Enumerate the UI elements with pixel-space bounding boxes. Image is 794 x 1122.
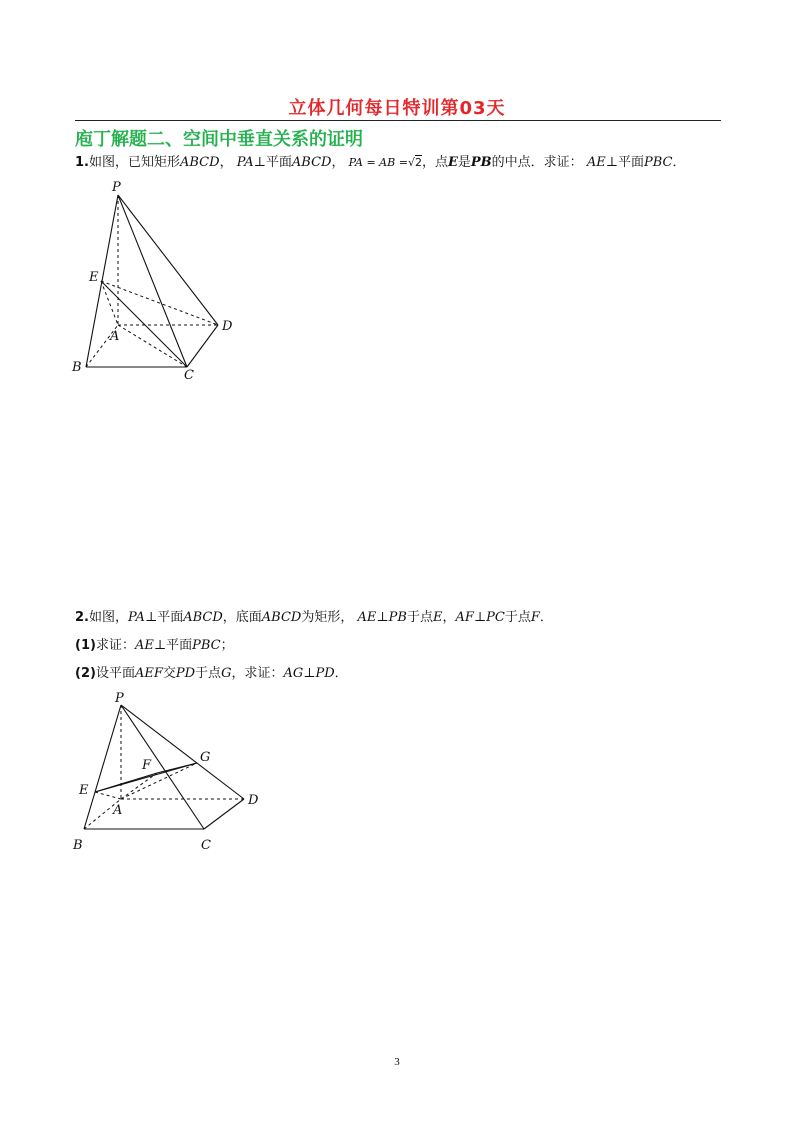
p1-math: ABCD xyxy=(180,155,220,170)
edge-ef xyxy=(95,773,157,792)
p1-equation: PA = AB = xyxy=(348,156,408,169)
p2-text: 平面 xyxy=(157,610,184,625)
p2-math: PD xyxy=(315,666,335,681)
label-a: A xyxy=(110,329,120,344)
problem-2-statement xyxy=(75,609,553,627)
perp-symbol: ⊥ xyxy=(376,610,389,625)
p1-math: PBC xyxy=(643,155,673,170)
p2-math: G xyxy=(221,666,232,681)
edge-ec xyxy=(101,281,187,367)
p2-math: E xyxy=(432,610,443,625)
edge-pc xyxy=(118,195,187,367)
problem-1-statement xyxy=(75,154,685,172)
p2-text: ，求证： xyxy=(231,666,284,681)
p1-text: 如图，已知矩形 xyxy=(88,155,180,170)
edge-ea-hidden xyxy=(101,281,118,325)
label-p: P xyxy=(115,691,124,706)
perp-symbol: ⊥ xyxy=(605,155,618,170)
p2-text: 求证： xyxy=(95,638,135,653)
edge-pc xyxy=(121,705,204,829)
problem-2-number: 2. xyxy=(75,610,89,625)
p2-text: ． xyxy=(539,610,553,625)
label-f: F xyxy=(142,758,152,773)
label-c: C xyxy=(184,368,194,383)
perp-symbol: ⊥ xyxy=(144,610,158,625)
p1-text: ． xyxy=(672,155,686,170)
p2-text: 于点 xyxy=(195,666,222,681)
p1-text: 平面 xyxy=(265,155,292,170)
label-b: B xyxy=(72,360,82,375)
p2-text: ． xyxy=(334,666,348,681)
p2-text: 平面 xyxy=(166,638,193,653)
p1-math: ABCD xyxy=(291,155,332,170)
p1-text: 平面 xyxy=(617,155,644,170)
p2-math: AE xyxy=(357,610,377,625)
p2-math: PB xyxy=(388,610,407,625)
label-d: D xyxy=(222,319,233,334)
p2-math: ABCD xyxy=(183,610,223,625)
label-p: P xyxy=(112,180,121,195)
p2-math: AG xyxy=(283,666,304,681)
p2-text: 交 xyxy=(162,666,176,681)
p2-text: ； xyxy=(220,638,234,653)
page-number: 3 xyxy=(394,1056,400,1068)
p2-math: F xyxy=(530,610,540,625)
document-header-title: 立体几何每日特训第03天 xyxy=(288,98,506,119)
sqrt-value: 2 xyxy=(414,156,422,169)
edge-cd xyxy=(187,325,218,367)
perp-symbol: ⊥ xyxy=(253,155,266,170)
p1-text: 的中点．求证： xyxy=(491,155,583,170)
p2-text: ，底面 xyxy=(222,610,262,625)
part-2-number: (2) xyxy=(75,666,96,681)
problem-2-part-2 xyxy=(75,665,348,683)
section-title: 庖丁解题二、空间中垂直关系的证明 xyxy=(75,129,363,150)
perp-symbol: ⊥ xyxy=(473,610,487,625)
label-g: G xyxy=(200,750,211,765)
p1-text: ， xyxy=(331,155,345,170)
part-1-number: (1) xyxy=(75,638,96,653)
p1-math: AE xyxy=(586,155,606,170)
p2-text: 如图， xyxy=(88,610,128,625)
p1-text: 是 xyxy=(457,155,471,170)
p1-text: ，点 xyxy=(421,155,448,170)
segment-pb-label: PB xyxy=(470,155,492,170)
p2-text: 于点 xyxy=(504,610,531,625)
sqrt-symbol: √ xyxy=(407,156,415,169)
label-b: B xyxy=(73,838,83,853)
edge-pd xyxy=(121,705,244,799)
label-e: E xyxy=(89,270,99,285)
point-e-label: E xyxy=(447,155,458,170)
label-c: C xyxy=(201,838,211,853)
problem-1-number: 1. xyxy=(75,155,89,170)
p2-math: AEF xyxy=(134,666,163,681)
p1-math: PA xyxy=(236,155,254,170)
perp-symbol: ⊥ xyxy=(153,638,167,653)
edge-ea-hidden xyxy=(95,792,121,799)
p2-math: ABCD xyxy=(261,610,302,625)
p2-math: AF xyxy=(455,610,474,625)
p2-math: PD xyxy=(175,666,196,681)
p2-text: ， xyxy=(442,610,456,625)
perp-symbol: ⊥ xyxy=(303,666,316,681)
figure-2-pyramid xyxy=(70,688,270,858)
p2-math: PC xyxy=(486,610,505,625)
p2-math: PA xyxy=(128,610,145,625)
p2-text: 设平面 xyxy=(95,666,135,681)
p2-text: 于点 xyxy=(406,610,433,625)
edge-cd xyxy=(204,799,244,829)
p1-text: ， xyxy=(219,155,233,170)
edge-af-hidden xyxy=(121,773,157,799)
header-divider xyxy=(75,120,721,121)
p2-text: 为矩形， xyxy=(301,610,354,625)
p2-math: AE xyxy=(134,638,154,653)
edge-ac-hidden xyxy=(118,325,187,367)
label-d: D xyxy=(248,793,259,808)
label-e: E xyxy=(79,783,89,798)
edge-pd xyxy=(118,195,218,325)
label-a: A xyxy=(113,803,123,818)
p2-math: PBC xyxy=(192,638,221,653)
figure-1-pyramid xyxy=(70,178,250,383)
problem-2-part-1 xyxy=(75,637,234,655)
